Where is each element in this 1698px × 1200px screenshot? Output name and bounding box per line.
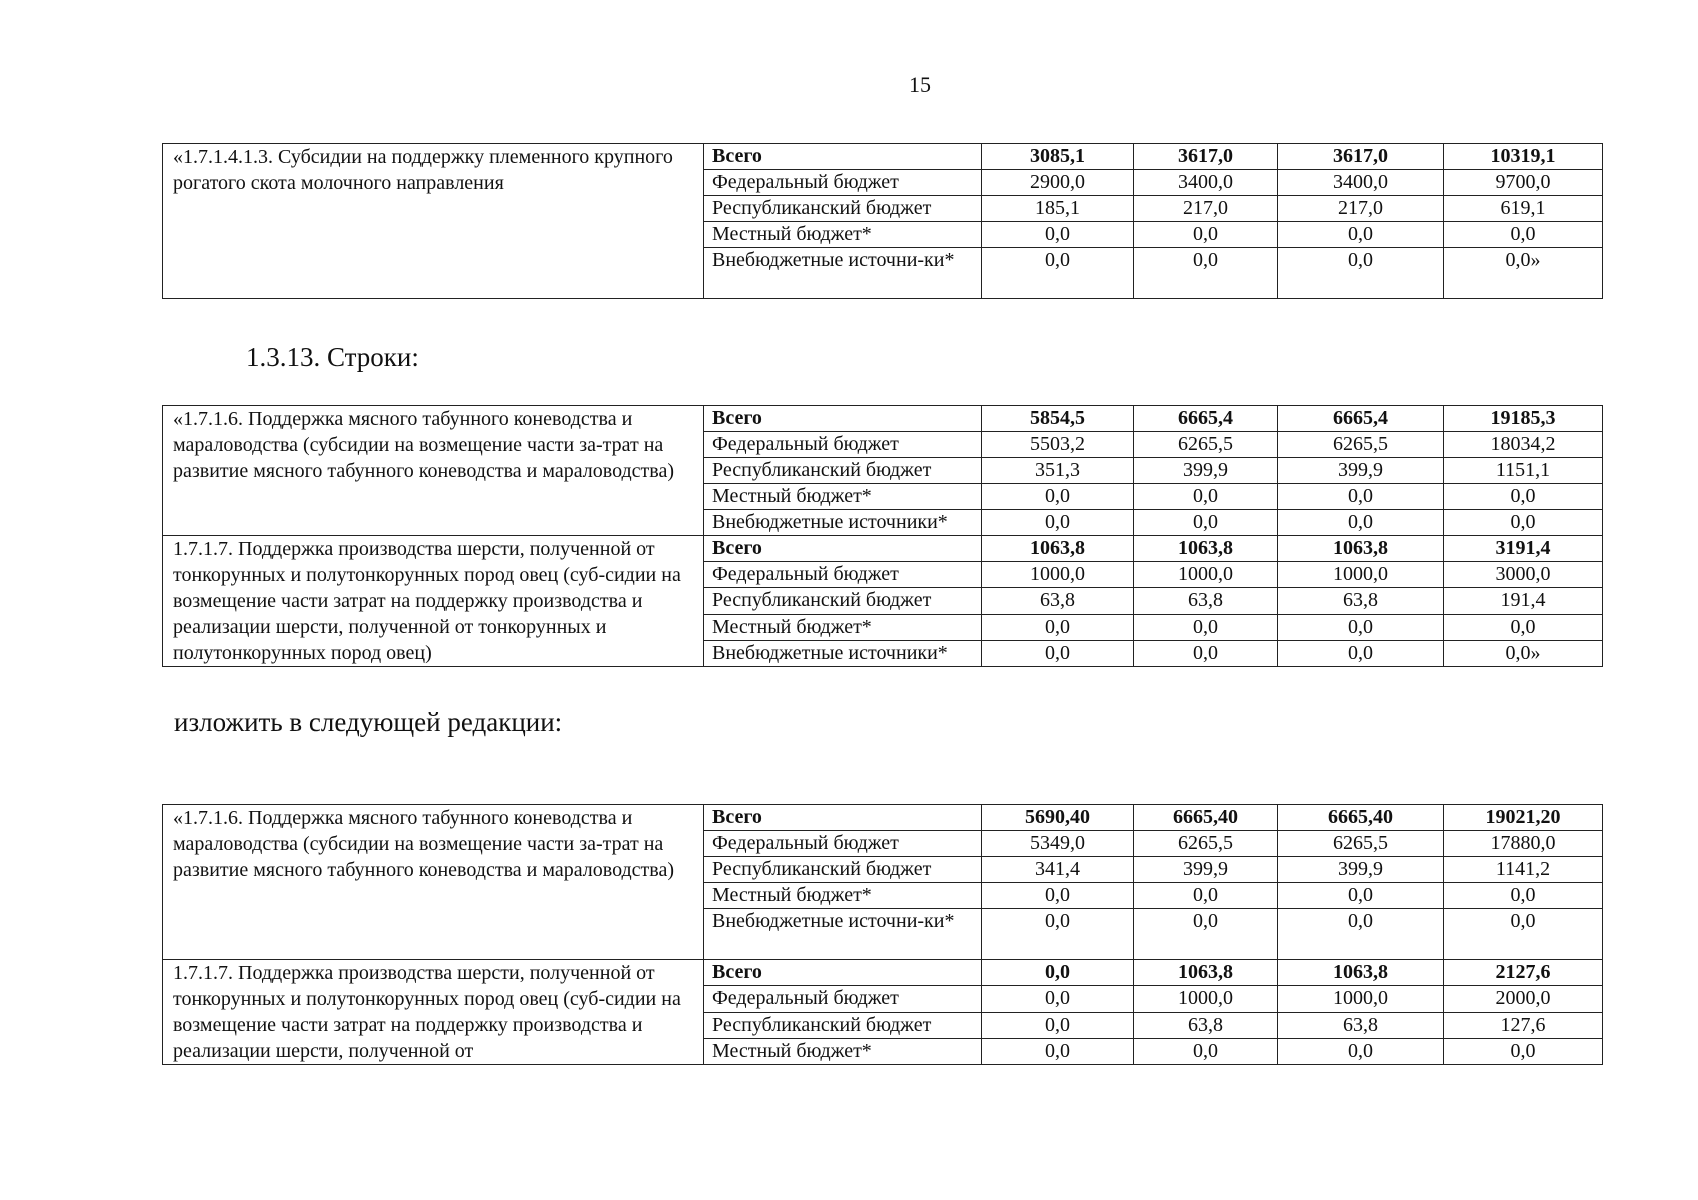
value-cell: 1000,0: [982, 562, 1134, 588]
value-cell: 2900,0: [982, 170, 1134, 196]
value-cell: 0,0: [982, 1038, 1134, 1064]
value-cell: 6265,5: [1134, 432, 1278, 458]
value-cell: 18034,2: [1444, 432, 1603, 458]
value-cell: 0,0: [1134, 222, 1278, 248]
value-cell: 63,8: [1278, 588, 1444, 614]
value-cell: 1000,0: [1278, 986, 1444, 1012]
value-cell: 3617,0: [1134, 144, 1278, 170]
value-cell: 5503,2: [982, 432, 1134, 458]
value-cell: 0,0: [1444, 222, 1603, 248]
value-cell: 0,0: [982, 222, 1134, 248]
replace-instruction: изложить в следующей редакции:: [174, 707, 563, 737]
value-cell: 1000,0: [1134, 562, 1278, 588]
value-cell: 0,0: [1278, 222, 1444, 248]
value-cell: 17880,0: [1444, 831, 1603, 857]
source-cell: Федеральный бюджет: [704, 432, 982, 458]
value-cell: 63,8: [1278, 1012, 1444, 1038]
value-cell: 0,0: [982, 484, 1134, 510]
value-cell: 0,0: [1134, 510, 1278, 536]
source-cell: Внебюджетные источни-ки*: [704, 248, 982, 299]
value-cell: 1151,1: [1444, 458, 1603, 484]
source-cell: Всего: [704, 406, 982, 432]
value-cell: 6665,4: [1278, 406, 1444, 432]
source-cell: Всего: [704, 144, 982, 170]
row-label: [163, 960, 704, 1065]
value-cell: 351,3: [982, 458, 1134, 484]
source-cell: Местный бюджет*: [704, 222, 982, 248]
value-cell: 0,0: [1444, 614, 1603, 640]
source-cell: Всего: [704, 960, 982, 986]
source-cell: Федеральный бюджет: [704, 170, 982, 196]
value-cell: 0,0: [1134, 883, 1278, 909]
source-cell: Федеральный бюджет: [704, 986, 982, 1012]
value-cell: 217,0: [1134, 196, 1278, 222]
value-cell: 1000,0: [1134, 986, 1278, 1012]
value-cell: 5690,40: [982, 805, 1134, 831]
source-cell: Всего: [704, 805, 982, 831]
value-cell: 6265,5: [1278, 432, 1444, 458]
value-cell: 0,0»: [1444, 640, 1603, 666]
value-cell: 0,0: [982, 614, 1134, 640]
table-row-total: [163, 144, 1603, 170]
value-cell: 3400,0: [1134, 170, 1278, 196]
value-cell: 6665,40: [1278, 805, 1444, 831]
value-cell: 185,1: [982, 196, 1134, 222]
table-new-rows: [162, 804, 1603, 1065]
value-cell: 6265,5: [1278, 831, 1444, 857]
value-cell: 63,8: [982, 588, 1134, 614]
source-cell: Республиканский бюджет: [704, 458, 982, 484]
value-cell: 2127,6: [1444, 960, 1603, 986]
value-cell: 3085,1: [982, 144, 1134, 170]
value-cell: 1063,8: [982, 536, 1134, 562]
value-cell: 0,0: [1134, 248, 1278, 299]
value-cell: 0,0: [1278, 883, 1444, 909]
value-cell: 0,0: [982, 510, 1134, 536]
source-cell: Республиканский бюджет: [704, 857, 982, 883]
source-cell: Республиканский бюджет: [704, 196, 982, 222]
source-cell: Внебюджетные источни-ки*: [704, 909, 982, 960]
value-cell: 0,0: [1444, 883, 1603, 909]
value-cell: 2000,0: [1444, 986, 1603, 1012]
value-cell: 0,0: [982, 640, 1134, 666]
value-cell: 6665,4: [1134, 406, 1278, 432]
section-heading: 1.3.13. Строки:: [246, 342, 419, 372]
value-cell: 19185,3: [1444, 406, 1603, 432]
value-cell: 341,4: [982, 857, 1134, 883]
value-cell: 217,0: [1278, 196, 1444, 222]
value-cell: 1000,0: [1278, 562, 1444, 588]
value-cell: 0,0: [982, 960, 1134, 986]
source-cell: Федеральный бюджет: [704, 562, 982, 588]
value-cell: 0,0: [1278, 510, 1444, 536]
value-cell: 0,0: [1278, 614, 1444, 640]
value-cell: 19021,20: [1444, 805, 1603, 831]
row-label: «1.7.1.6. Поддержка мясного табунного коневодства и мараловодства (субсидии на возмещение части за-трат на развитие мясного табунного коневодства и мараловодства): [163, 406, 704, 536]
value-cell: 1063,8: [1278, 960, 1444, 986]
value-cell: 0,0: [1278, 1038, 1444, 1064]
source-cell: Местный бюджет*: [704, 614, 982, 640]
value-cell: 0,0: [982, 909, 1134, 960]
source-cell: Местный бюджет*: [704, 1038, 982, 1064]
value-cell: 6265,5: [1134, 831, 1278, 857]
value-cell: 1141,2: [1444, 857, 1603, 883]
table-row-total: [163, 805, 1603, 831]
source-cell: Всего: [704, 536, 982, 562]
value-cell: 9700,0: [1444, 170, 1603, 196]
value-cell: 0,0»: [1444, 248, 1603, 299]
source-cell: Внебюджетные источники*: [704, 510, 982, 536]
value-cell: 0,0: [1278, 909, 1444, 960]
value-cell: 3617,0: [1278, 144, 1444, 170]
value-cell: 399,9: [1134, 458, 1278, 484]
value-cell: 6665,40: [1134, 805, 1278, 831]
value-cell: 63,8: [1134, 1012, 1278, 1038]
value-cell: 399,9: [1134, 857, 1278, 883]
value-cell: 0,0: [1134, 614, 1278, 640]
value-cell: 0,0: [982, 986, 1134, 1012]
value-cell: 1063,8: [1278, 536, 1444, 562]
source-cell: Республиканский бюджет: [704, 1012, 982, 1038]
value-cell: 0,0: [1278, 484, 1444, 510]
source-cell: Республиканский бюджет: [704, 588, 982, 614]
value-cell: 399,9: [1278, 857, 1444, 883]
value-cell: 63,8: [1134, 588, 1278, 614]
value-cell: 0,0: [1134, 640, 1278, 666]
value-cell: 1063,8: [1134, 536, 1278, 562]
value-cell: 0,0: [1444, 510, 1603, 536]
value-cell: 0,0: [1444, 484, 1603, 510]
value-cell: 3400,0: [1278, 170, 1444, 196]
page-number: 15: [909, 72, 931, 97]
value-cell: 0,0: [1278, 640, 1444, 666]
row-label: «1.7.1.4.1.3. Субсидии на поддержку племенного крупного рогатого скота молочного направления: [163, 144, 704, 299]
value-cell: 399,9: [1278, 458, 1444, 484]
source-cell: Федеральный бюджет: [704, 831, 982, 857]
value-cell: 3191,4: [1444, 536, 1603, 562]
value-cell: 127,6: [1444, 1012, 1603, 1038]
source-cell: Местный бюджет*: [704, 883, 982, 909]
value-cell: 191,4: [1444, 588, 1603, 614]
value-cell: 3000,0: [1444, 562, 1603, 588]
table-row-total: [163, 960, 1603, 986]
row-label: «1.7.1.6. Поддержка мясного табунного коневодства и мараловодства (субсидии на возмещение части за-трат на развитие мясного табунного коневодства и мараловодства): [163, 805, 704, 960]
row-label: 1.7.1.7. Поддержка производства шерсти, полученной от тонкорунных и полутонкорунных пород овец (суб-сидии на возмещение части затрат на поддержку производства и реализации шерсти, полученной от тонкорунных и полутонкорунных пород овец): [163, 536, 704, 667]
value-cell: 5854,5: [982, 406, 1134, 432]
value-cell: 0,0: [982, 883, 1134, 909]
value-cell: 0,0: [1134, 909, 1278, 960]
value-cell: 1063,8: [1134, 960, 1278, 986]
source-cell: Внебюджетные источники*: [704, 640, 982, 666]
value-cell: 0,0: [1134, 484, 1278, 510]
table-current-rows: [162, 405, 1603, 667]
value-cell: 10319,1: [1444, 144, 1603, 170]
row-label-text: 1.7.1.7. Поддержка производства шерсти, полученной от тонкорунных и полутонкорунных пород овец (суб-сидии на возмещение части затрат на поддержку производства и реализации шерсти, полученной от: [173, 962, 681, 1062]
value-cell: 619,1: [1444, 196, 1603, 222]
value-cell: 0,0: [1444, 1038, 1603, 1064]
value-cell: 0,0: [1134, 1038, 1278, 1064]
table-row-total: [163, 406, 1603, 432]
value-cell: 0,0: [982, 1012, 1134, 1038]
value-cell: 0,0: [1444, 909, 1603, 960]
table-row-total: [163, 536, 1603, 562]
source-cell: Местный бюджет*: [704, 484, 982, 510]
value-cell: 5349,0: [982, 831, 1134, 857]
value-cell: 0,0: [1278, 248, 1444, 299]
value-cell: 0,0: [982, 248, 1134, 299]
table-subsidy-breeding-cattle: [162, 143, 1603, 299]
